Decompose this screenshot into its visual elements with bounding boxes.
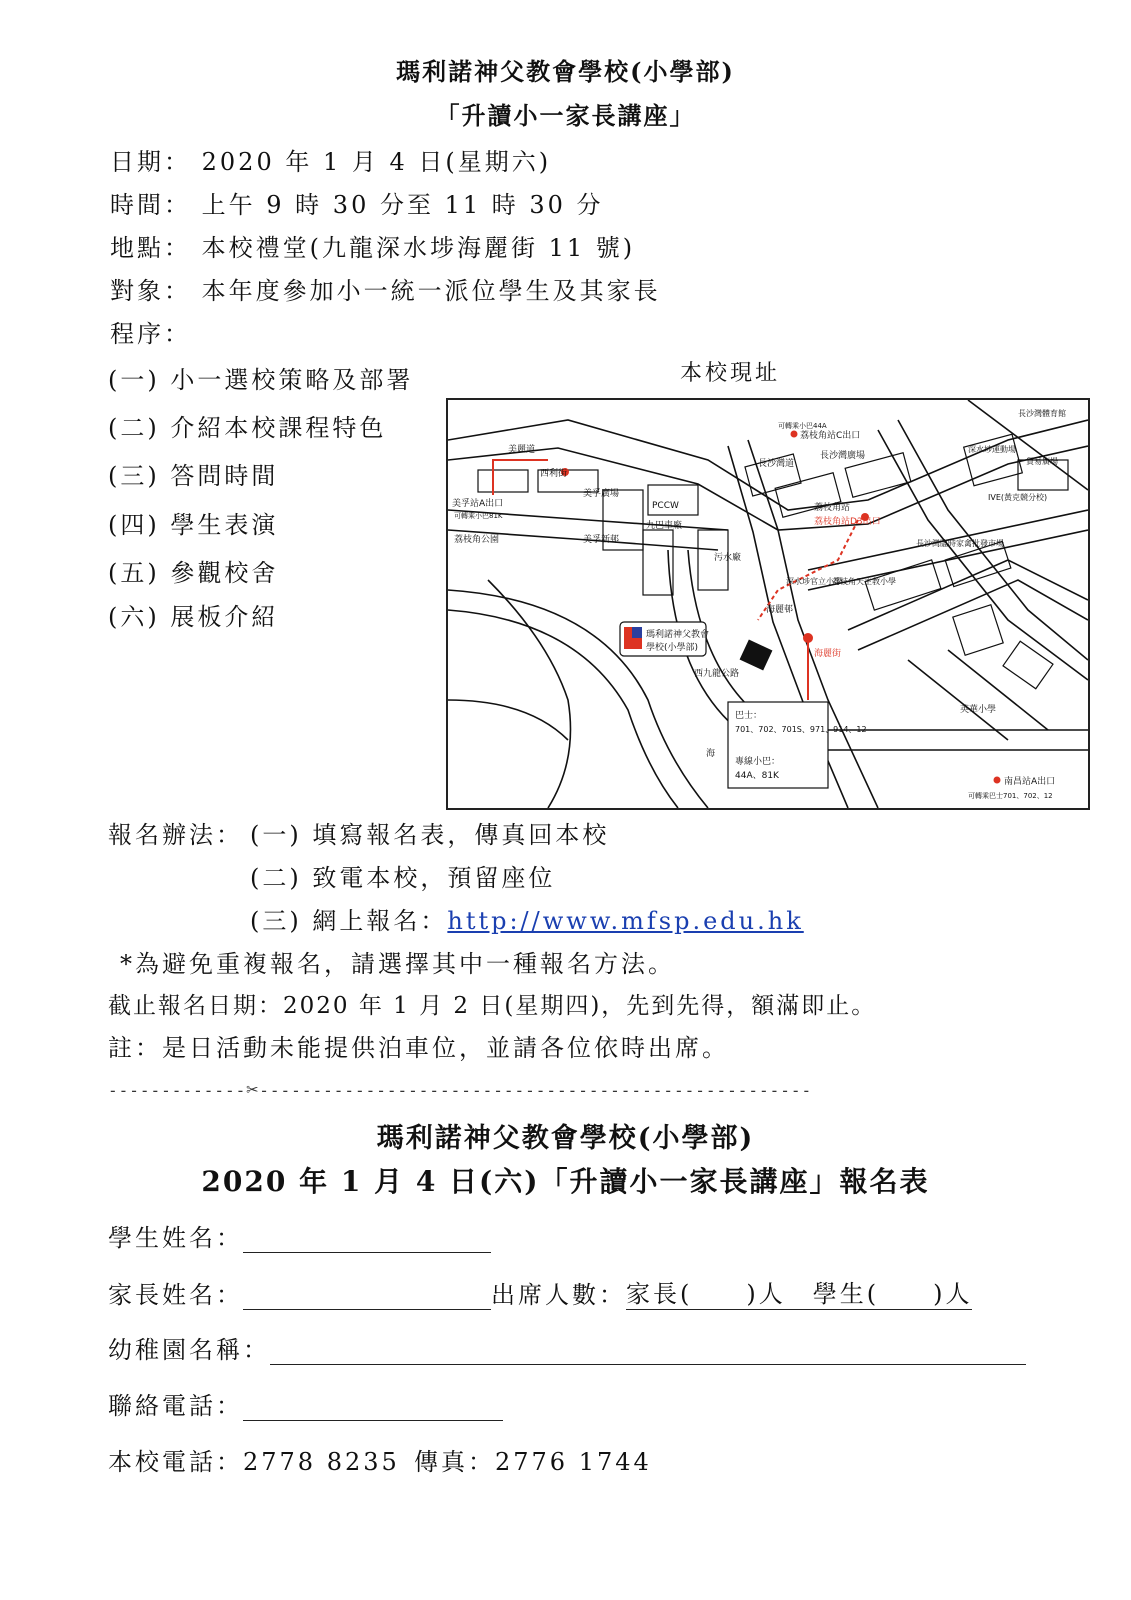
info-label: 時間： — [110, 191, 191, 219]
map-label: 美孚站A出口 — [452, 499, 504, 509]
program-item: (五) 參觀校舍 — [108, 559, 279, 587]
info-row-date — [110, 142, 551, 177]
phone-field[interactable] — [243, 1394, 503, 1421]
cut-dashes: ------------- — [108, 1081, 247, 1100]
event-title: 「升讀小一家長講座」 — [435, 101, 696, 130]
map-title: 本校現址 — [680, 361, 781, 386]
cut-dashes: ---------------------------------------------------- — [259, 1081, 813, 1100]
parent-name-field[interactable] — [243, 1283, 491, 1310]
info-value: 本年度參加小一統一派位學生及其家長 — [201, 277, 661, 305]
phone-label: 聯絡電話： — [108, 1392, 243, 1420]
registration-label: 報名辦法： — [108, 821, 243, 849]
attendance-field[interactable]: 家長( )人 學生( )人 — [626, 1274, 972, 1310]
registration-link[interactable]: http://www.mfsp.edu.hk — [447, 907, 804, 935]
registration-remark: 註：是日活動未能提供泊車位，並請各位依時出席。 — [108, 1034, 729, 1062]
kindergarten-row — [108, 1330, 1026, 1365]
cut-line — [108, 1077, 812, 1101]
registration-method-online — [250, 901, 804, 936]
map-label: 荔枝角站D3出口 — [814, 517, 881, 527]
student-name-field[interactable] — [243, 1226, 491, 1253]
map-label: 荔枝角公園 — [454, 535, 500, 545]
map-label: 九巴車廠 — [646, 521, 683, 531]
map-label: 長沙灣體育館 — [1018, 409, 1066, 418]
student-name-label: 學生姓名： — [108, 1224, 243, 1252]
program-item: (二) 介紹本校課程特色 — [108, 414, 387, 442]
program-item: (三) 答問時間 — [108, 462, 279, 490]
info-row-venue — [110, 228, 635, 263]
info-value: 本校禮堂(九龍深水埗海麗街 11 號) — [201, 234, 636, 262]
map-bus-label: 巴士： — [735, 711, 763, 721]
registration-deadline: 截止報名日期：2020 年 1 月 2 日(星期四)，先到先得，額滿即止。 — [108, 993, 877, 1019]
school-fax: 傳真：2776 1744 — [414, 1448, 652, 1476]
map-school-label: 瑪利諾神父教會 — [646, 630, 710, 640]
map-minibus-routes: 44A、81K — [735, 771, 779, 781]
info-row-program — [110, 314, 191, 349]
map-bus-routes: 701、702、701S、971、914、12 — [735, 725, 867, 734]
map-label: IVE(黃克競分校) — [988, 493, 1048, 502]
school-title: 瑪利諾神父教會學校(小學部) — [396, 57, 735, 86]
student-name-row — [108, 1218, 491, 1253]
map-label: 深水埗官立小學 — [786, 577, 842, 586]
info-label: 日期： — [110, 148, 191, 176]
info-value: 2020 年 1 月 4 日(星期六) — [201, 148, 552, 176]
info-value: 上午 9 時 30 分至 11 時 30 分 — [201, 191, 604, 219]
location-map — [446, 398, 1090, 810]
map-label: 污水廠 — [714, 553, 742, 563]
registration-method: (一) 填寫報名表，傳真回本校 — [250, 821, 610, 849]
map-label: 西利街 — [540, 469, 568, 479]
map-label: 深水埗運動場 — [968, 445, 1016, 454]
map-label: 海麗街 — [814, 649, 842, 659]
map-label: 美孚新邨 — [583, 535, 620, 545]
map-label: 可轉乘小巴81K — [454, 512, 503, 520]
scissors-icon: ✂ — [246, 1077, 260, 1101]
map-label: 美孚廣場 — [583, 489, 620, 499]
map-school-label: 學校(小學部) — [646, 643, 699, 653]
phone-row — [108, 1386, 503, 1421]
map-label: 長沙灣道 — [758, 459, 795, 469]
info-row-target — [110, 271, 661, 306]
map-label: 南昌站A出口 — [1004, 777, 1056, 787]
map-label: 貿易廣場 — [1026, 457, 1058, 466]
parent-name-label: 家長姓名： — [108, 1281, 243, 1309]
form-school-title: 瑪利諾神父教會學校(小學部) — [376, 1123, 755, 1154]
program-item: (一) 小一選校策略及部署 — [108, 366, 414, 394]
registration-note: *為避免重複報名，請選擇其中一種報名方法。 — [120, 950, 675, 978]
map-label: 海 — [706, 749, 716, 759]
info-label: 對象： — [110, 277, 191, 305]
map-graphic — [448, 400, 1088, 808]
map-label: 可轉乘巴士701、702、12 — [968, 792, 1053, 800]
kindergarten-label: 幼稚園名稱： — [108, 1336, 270, 1364]
map-label: 海麗邨 — [766, 605, 794, 615]
map-label: 長沙灣廣場 — [820, 451, 866, 461]
map-label: 荔枝角站C出口 — [800, 431, 861, 441]
attendance-label: 出席人數： — [491, 1281, 626, 1309]
map-label: 美麗道 — [508, 445, 536, 455]
map-label: 荔枝角站 — [814, 503, 851, 513]
map-label: 荔枝角天主教小學 — [832, 577, 896, 586]
registration-method: (二) 致電本校，預留座位 — [250, 864, 556, 892]
info-label: 程序： — [110, 320, 191, 348]
info-row-time — [110, 185, 604, 220]
online-prefix: (三) 網上報名： — [250, 907, 448, 935]
school-phone: 本校電話：2778 8235 — [108, 1448, 400, 1476]
program-item: (六) 展板介紹 — [108, 603, 279, 631]
map-minibus-label: 專線小巴： — [735, 757, 781, 767]
map-label: PCCW — [652, 501, 679, 511]
map-label: 可轉乘小巴44A — [778, 422, 827, 430]
map-label: 長沙灣臨時家禽批發市場 — [916, 539, 1004, 548]
parent-name-row — [108, 1274, 972, 1310]
program-item: (四) 學生表演 — [108, 511, 279, 539]
form-title: 2020 年 1 月 4 日(六)「升讀小一家長講座」報名表 — [201, 1165, 930, 1198]
map-label: 英華小學 — [960, 705, 997, 715]
kindergarten-field[interactable] — [270, 1338, 1026, 1365]
map-label: 西九龍公路 — [694, 669, 740, 679]
info-label: 地點： — [110, 234, 191, 262]
